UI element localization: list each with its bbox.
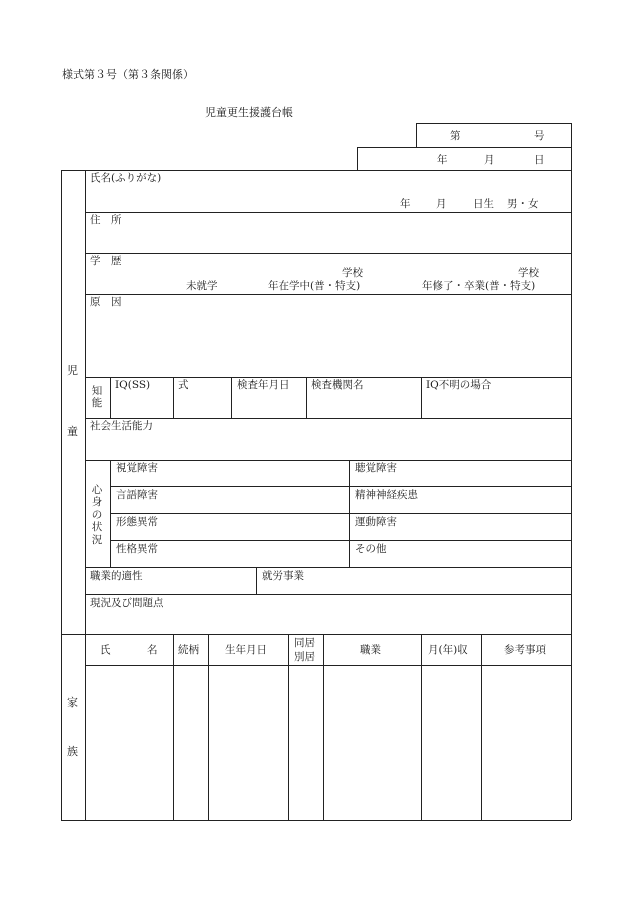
family-income-header: 月(年)収 bbox=[428, 644, 468, 656]
iq-ss-header: IQ(SS) bbox=[115, 379, 151, 391]
date-month: 月 bbox=[484, 154, 495, 166]
education-completed: 年修了・卒業(普・特支) bbox=[422, 280, 536, 292]
family-birthdate-header: 生年月日 bbox=[225, 644, 267, 656]
form-number: 様式第３号（第３条関係） bbox=[62, 68, 194, 81]
cause-label: 原 因 bbox=[90, 296, 122, 308]
birth-month-label: 月 bbox=[436, 198, 447, 210]
social-ability-label: 社会生活能力 bbox=[90, 420, 153, 432]
date-year: 年 bbox=[437, 154, 448, 166]
number-prefix: 第 bbox=[450, 130, 461, 142]
morphological-label: 形態異常 bbox=[116, 516, 158, 528]
birth-day-label: 日生 bbox=[473, 198, 494, 210]
family-section-label-top: 家 bbox=[67, 696, 78, 709]
family-occupation-header: 職業 bbox=[360, 644, 381, 656]
child-section-label-bottom: 童 bbox=[67, 425, 78, 438]
family-name-header-b: 名 bbox=[147, 644, 158, 656]
test-agency-header: 検査機関名 bbox=[311, 379, 364, 391]
birth-year-label: 年 bbox=[400, 198, 411, 210]
education-label: 学 歴 bbox=[90, 255, 122, 267]
form-title: 児童更生援護台帳 bbox=[205, 106, 293, 119]
employment-label: 就労事業 bbox=[262, 570, 304, 582]
mind-body-label: 心身の状況 bbox=[91, 484, 103, 546]
family-cohabit-header-top: 同居 bbox=[294, 637, 315, 649]
hearing-impairment-label: 聴覚障害 bbox=[355, 462, 397, 474]
family-relation-header: 続柄 bbox=[178, 644, 199, 656]
education-school-2: 学校 bbox=[518, 267, 539, 279]
sex-label: 男・女 bbox=[507, 198, 539, 210]
intelligence-label: 知能 bbox=[91, 385, 103, 410]
education-in-school: 年在学中(普・特支) bbox=[268, 280, 361, 292]
visual-impairment-label: 視覚障害 bbox=[116, 462, 158, 474]
speech-impairment-label: 言語障害 bbox=[116, 489, 158, 501]
test-type-header: 式 bbox=[178, 379, 189, 391]
number-suffix: 号 bbox=[534, 130, 545, 142]
address-label: 住 所 bbox=[90, 214, 122, 226]
education-school-1: 学校 bbox=[342, 267, 363, 279]
name-furigana-label: 氏名(ふりがな) bbox=[90, 172, 162, 184]
date-day: 日 bbox=[534, 154, 545, 166]
personality-label: 性格異常 bbox=[116, 543, 158, 555]
motor-impairment-label: 運動障害 bbox=[355, 516, 397, 528]
family-cohabit-header-bottom: 別居 bbox=[294, 651, 315, 663]
vocational-aptitude-label: 職業的適性 bbox=[90, 570, 143, 582]
family-name-header-a: 氏 bbox=[100, 644, 111, 656]
neuropsychiatric-label: 精神神経疾患 bbox=[355, 489, 418, 501]
family-section-label-bottom: 族 bbox=[67, 745, 78, 758]
family-notes-header: 参考事項 bbox=[504, 644, 546, 656]
child-section-label-top: 児 bbox=[67, 364, 78, 377]
other-label: その他 bbox=[355, 543, 387, 555]
education-not-enrolled: 未就学 bbox=[186, 280, 218, 292]
current-issues-label: 現況及び問題点 bbox=[90, 597, 164, 609]
iq-unknown-header: IQ不明の場合 bbox=[426, 379, 492, 391]
test-date-header: 検査年月日 bbox=[237, 379, 290, 391]
